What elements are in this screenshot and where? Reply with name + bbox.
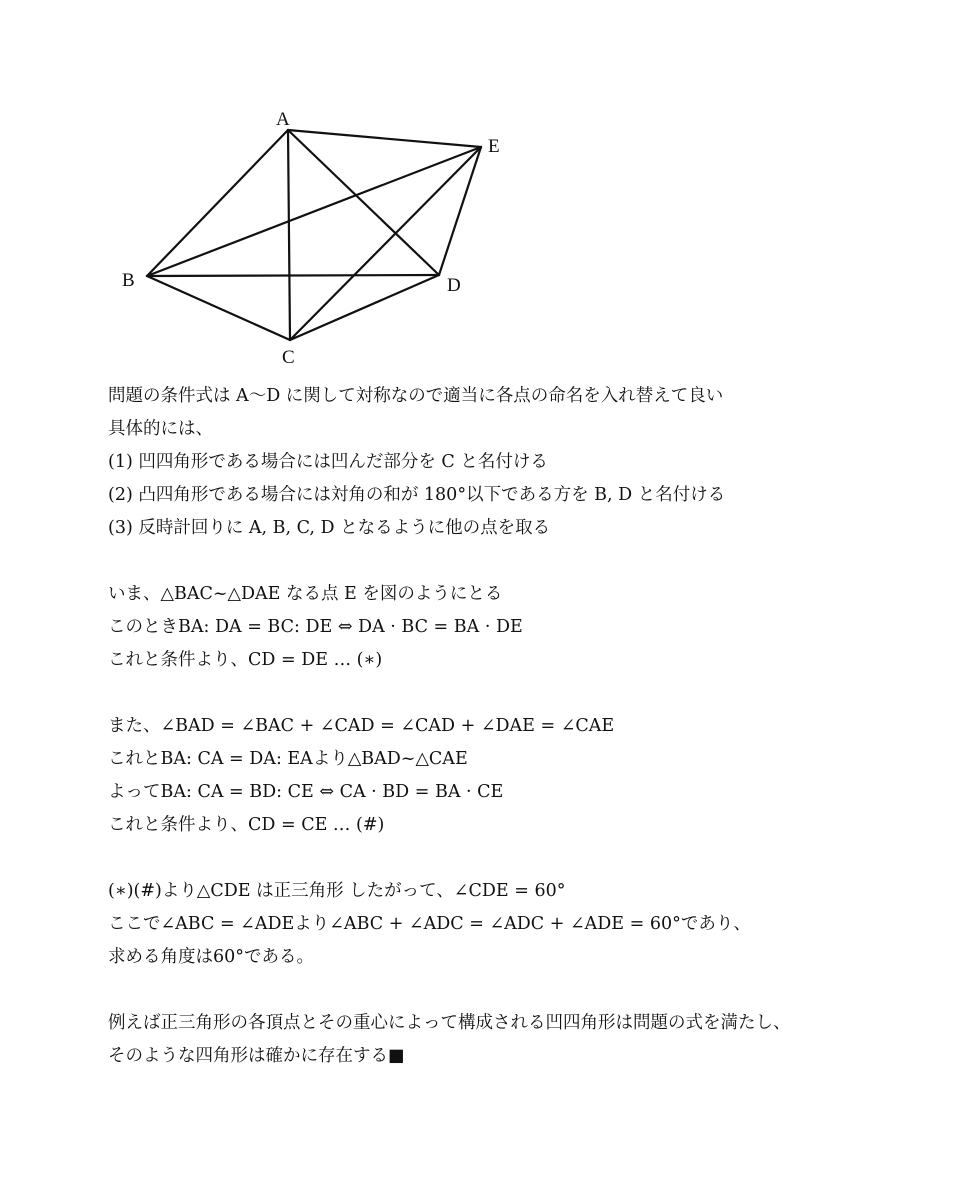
step-9: ここで∠ABC = ∠ADEより∠ABC + ∠ADC = ∠ADC + ∠ADE = 60°であり、 xyxy=(108,914,751,934)
label-d: D xyxy=(447,275,461,296)
condition-3: (3) 反時計回りに A, B, C, D となるように他の点を取る xyxy=(108,518,551,538)
label-b: B xyxy=(122,270,135,291)
pentagon-diagram xyxy=(100,95,530,380)
condition-1: (1) 凹四角形である場合には凹んだ部分を C と名付ける xyxy=(108,452,548,472)
spacer xyxy=(108,974,908,1007)
segment-ce xyxy=(290,147,481,340)
step-6: よってBA: CA = BD: CE ⇔ CA · BD = BA · CE xyxy=(108,782,504,802)
label-c: C xyxy=(282,347,295,368)
spacer xyxy=(108,545,908,578)
label-e: E xyxy=(488,136,500,157)
step-3: これと条件より、CD = DE … (∗) xyxy=(108,650,383,670)
segment-ad xyxy=(288,130,439,275)
spacer xyxy=(108,842,908,875)
step-4: また、∠BAD = ∠BAC + ∠CAD = ∠CAD + ∠DAE = ∠CAE xyxy=(108,716,615,736)
segment-bd xyxy=(147,275,439,276)
segment-ab xyxy=(147,130,288,276)
proof-text xyxy=(108,380,908,1073)
step-1: いま、△BAC~△DAE なる点 E を図のようにとる xyxy=(108,584,503,604)
segment-cd xyxy=(290,275,439,340)
step-7: これと条件より、CD = CE … (#) xyxy=(108,815,385,835)
spacer xyxy=(108,677,908,710)
label-a: A xyxy=(276,109,290,130)
segment-be xyxy=(147,147,481,276)
intro-line-2: 具体的には、 xyxy=(108,419,213,439)
step-2: このときBA: DA = BC: DE ⇔ DA · BC = BA · DE xyxy=(108,617,523,637)
segment-ae xyxy=(288,130,481,147)
segment-bc xyxy=(147,276,290,340)
intro-line-1: 問題の条件式は A〜D に関して対称なので適当に各点の命名を入れ替えて良い xyxy=(108,386,724,406)
geometry-figure xyxy=(100,95,530,380)
segment-ac xyxy=(288,130,290,340)
example-line-2: そのような四角形は確かに存在する■ xyxy=(108,1046,405,1066)
conclusion: 求める角度は60°である。 xyxy=(108,947,315,967)
segment-de xyxy=(439,147,481,275)
step-8: (∗)(#)より△CDE は正三角形 したがって、∠CDE = 60° xyxy=(108,881,566,901)
condition-2: (2) 凸四角形である場合には対角の和が 180°以下である方を B, D と名付ける xyxy=(108,485,726,505)
example-line-1: 例えば正三角形の各頂点とその重心によって構成される凹四角形は問題の式を満たし、 xyxy=(108,1013,791,1033)
step-5: これとBA: CA = DA: EAより△BAD~△CAE xyxy=(108,749,468,769)
